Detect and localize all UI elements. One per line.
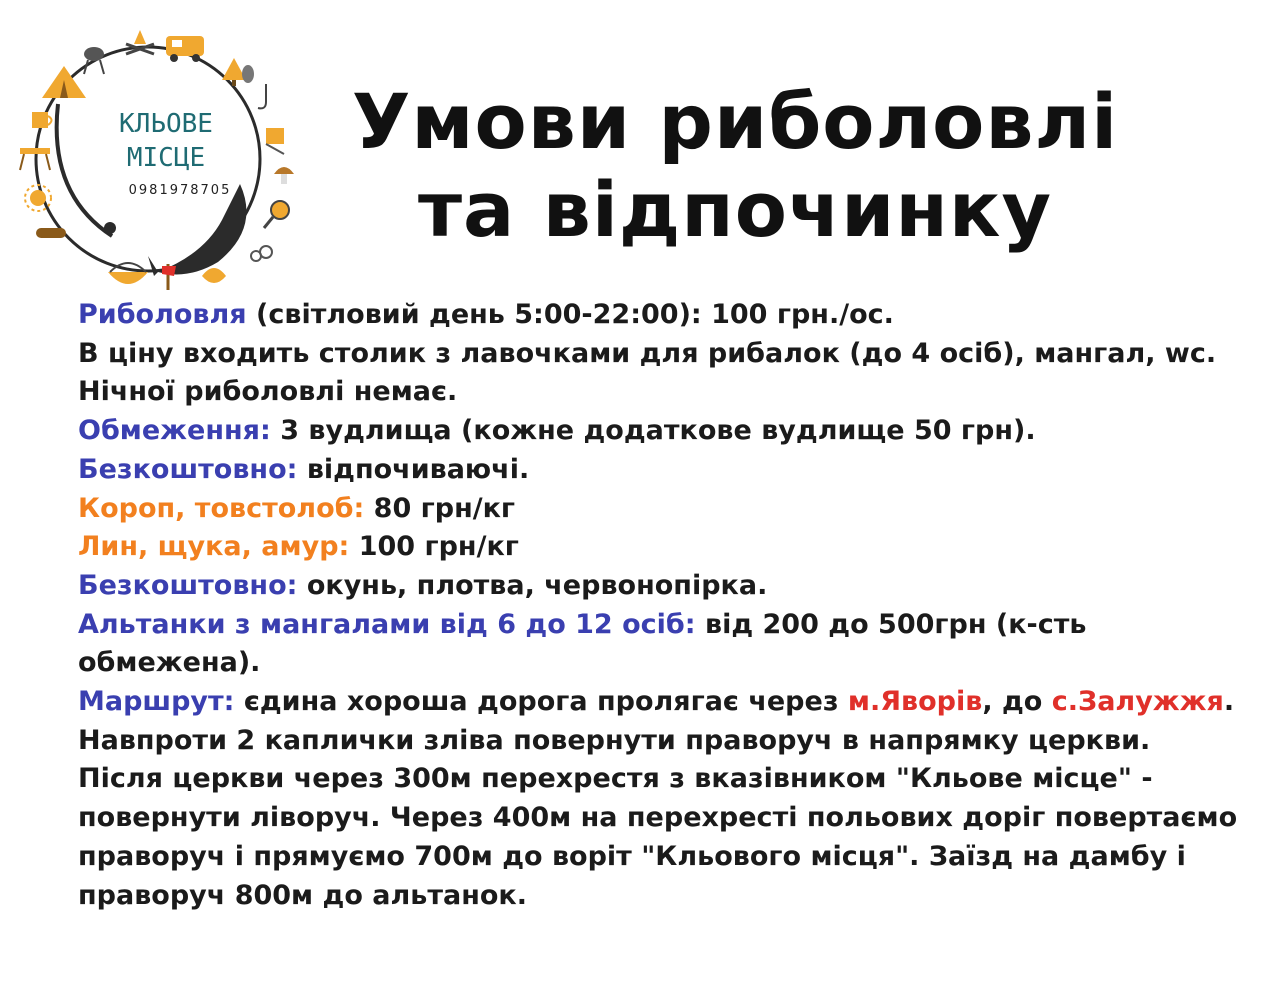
fishing-price-line	[78, 296, 1243, 335]
free-fish-text: окунь, плотва, червонопірка.	[297, 569, 768, 601]
gazebo-text: від 200 до 500грн (к-сть обмежена).	[78, 608, 1087, 679]
leaf-icon	[202, 268, 226, 283]
carp-label: Короп, товстолоб:	[78, 492, 365, 524]
camper-van-icon	[166, 36, 204, 62]
page-title	[330, 78, 1140, 254]
camping-chair-icon	[266, 128, 284, 154]
logo-phone: 0981978705	[128, 183, 232, 198]
gazebo-label: Альтанки з мангалами від 6 до 12 осіб:	[78, 608, 696, 640]
logo	[8, 14, 308, 299]
route-village: с.Залужжя	[1051, 686, 1224, 718]
log-icon	[36, 228, 66, 238]
limits-text: 3 вудлища (кожне додаткове вудлище 50 грн).	[270, 415, 1036, 447]
mug-icon	[32, 112, 52, 128]
page-title-line2: та відпочинку	[417, 165, 1053, 254]
grill-icon	[84, 47, 104, 74]
fishing-hook-icon	[258, 84, 266, 108]
mushroom-icon	[274, 167, 294, 184]
carp-price: 80 грн/кг	[364, 492, 516, 524]
tench-price: 100 грн/кг	[349, 531, 519, 563]
route-text-2: , до	[982, 686, 1052, 718]
fishing-rod-icon	[57, 104, 116, 236]
tench-label: Лин, щука, амур:	[78, 531, 350, 563]
route-text-1: єдина хороша дорога пролягає через	[234, 686, 848, 718]
route-line	[78, 683, 1243, 915]
limits-line	[78, 412, 1243, 451]
axe-icon	[162, 264, 176, 290]
conditions-text	[78, 296, 1243, 915]
free-fish-line	[78, 567, 1243, 606]
campfire-icon	[126, 30, 154, 54]
page-title-line1: Умови риболовлі	[351, 77, 1119, 166]
route-label: Маршрут:	[78, 686, 235, 718]
frying-pan-icon	[264, 201, 289, 228]
rope-icon	[251, 246, 272, 261]
carp-price-line	[78, 490, 1243, 529]
tench-price-line	[78, 528, 1243, 567]
route-town: м.Яворів	[847, 686, 983, 718]
gazebo-line	[78, 606, 1243, 683]
logo-emblem	[8, 14, 308, 299]
free-fish-label: Безкоштовно:	[78, 569, 298, 601]
logo-name-line2: МІСЦЕ	[126, 143, 206, 173]
free-rest-line	[78, 451, 1243, 490]
limits-label: Обмеження:	[78, 415, 271, 447]
included-line: В ціну входить столик з лавочками для рибалок (до 4 осіб), мангал, wc. Нічної риболовлі немає.	[78, 337, 1217, 408]
fishing-text: (світловий день 5:00-22:00): 100 грн./ос.	[246, 299, 894, 330]
free-rest-label: Безкоштовно:	[78, 453, 298, 485]
logo-name-line1: КЛЬОВЕ	[119, 109, 213, 139]
free-rest-text: відпочиваючі.	[297, 453, 530, 485]
fishing-label: Риболовля	[78, 299, 247, 330]
route-text-3: . Навпроти 2 каплички зліва повернути праворуч в напрямку церкви. Після церкви через 300м перехрестя з вказівником "Кльове місце" - повернути ліворуч. Через 400м на перехресті польових доріг повертаємо праворуч і прямуємо 700м до воріт "Кльового місця". Заїзд на дамбу і праворуч 800м до альтанок.	[78, 686, 1238, 911]
